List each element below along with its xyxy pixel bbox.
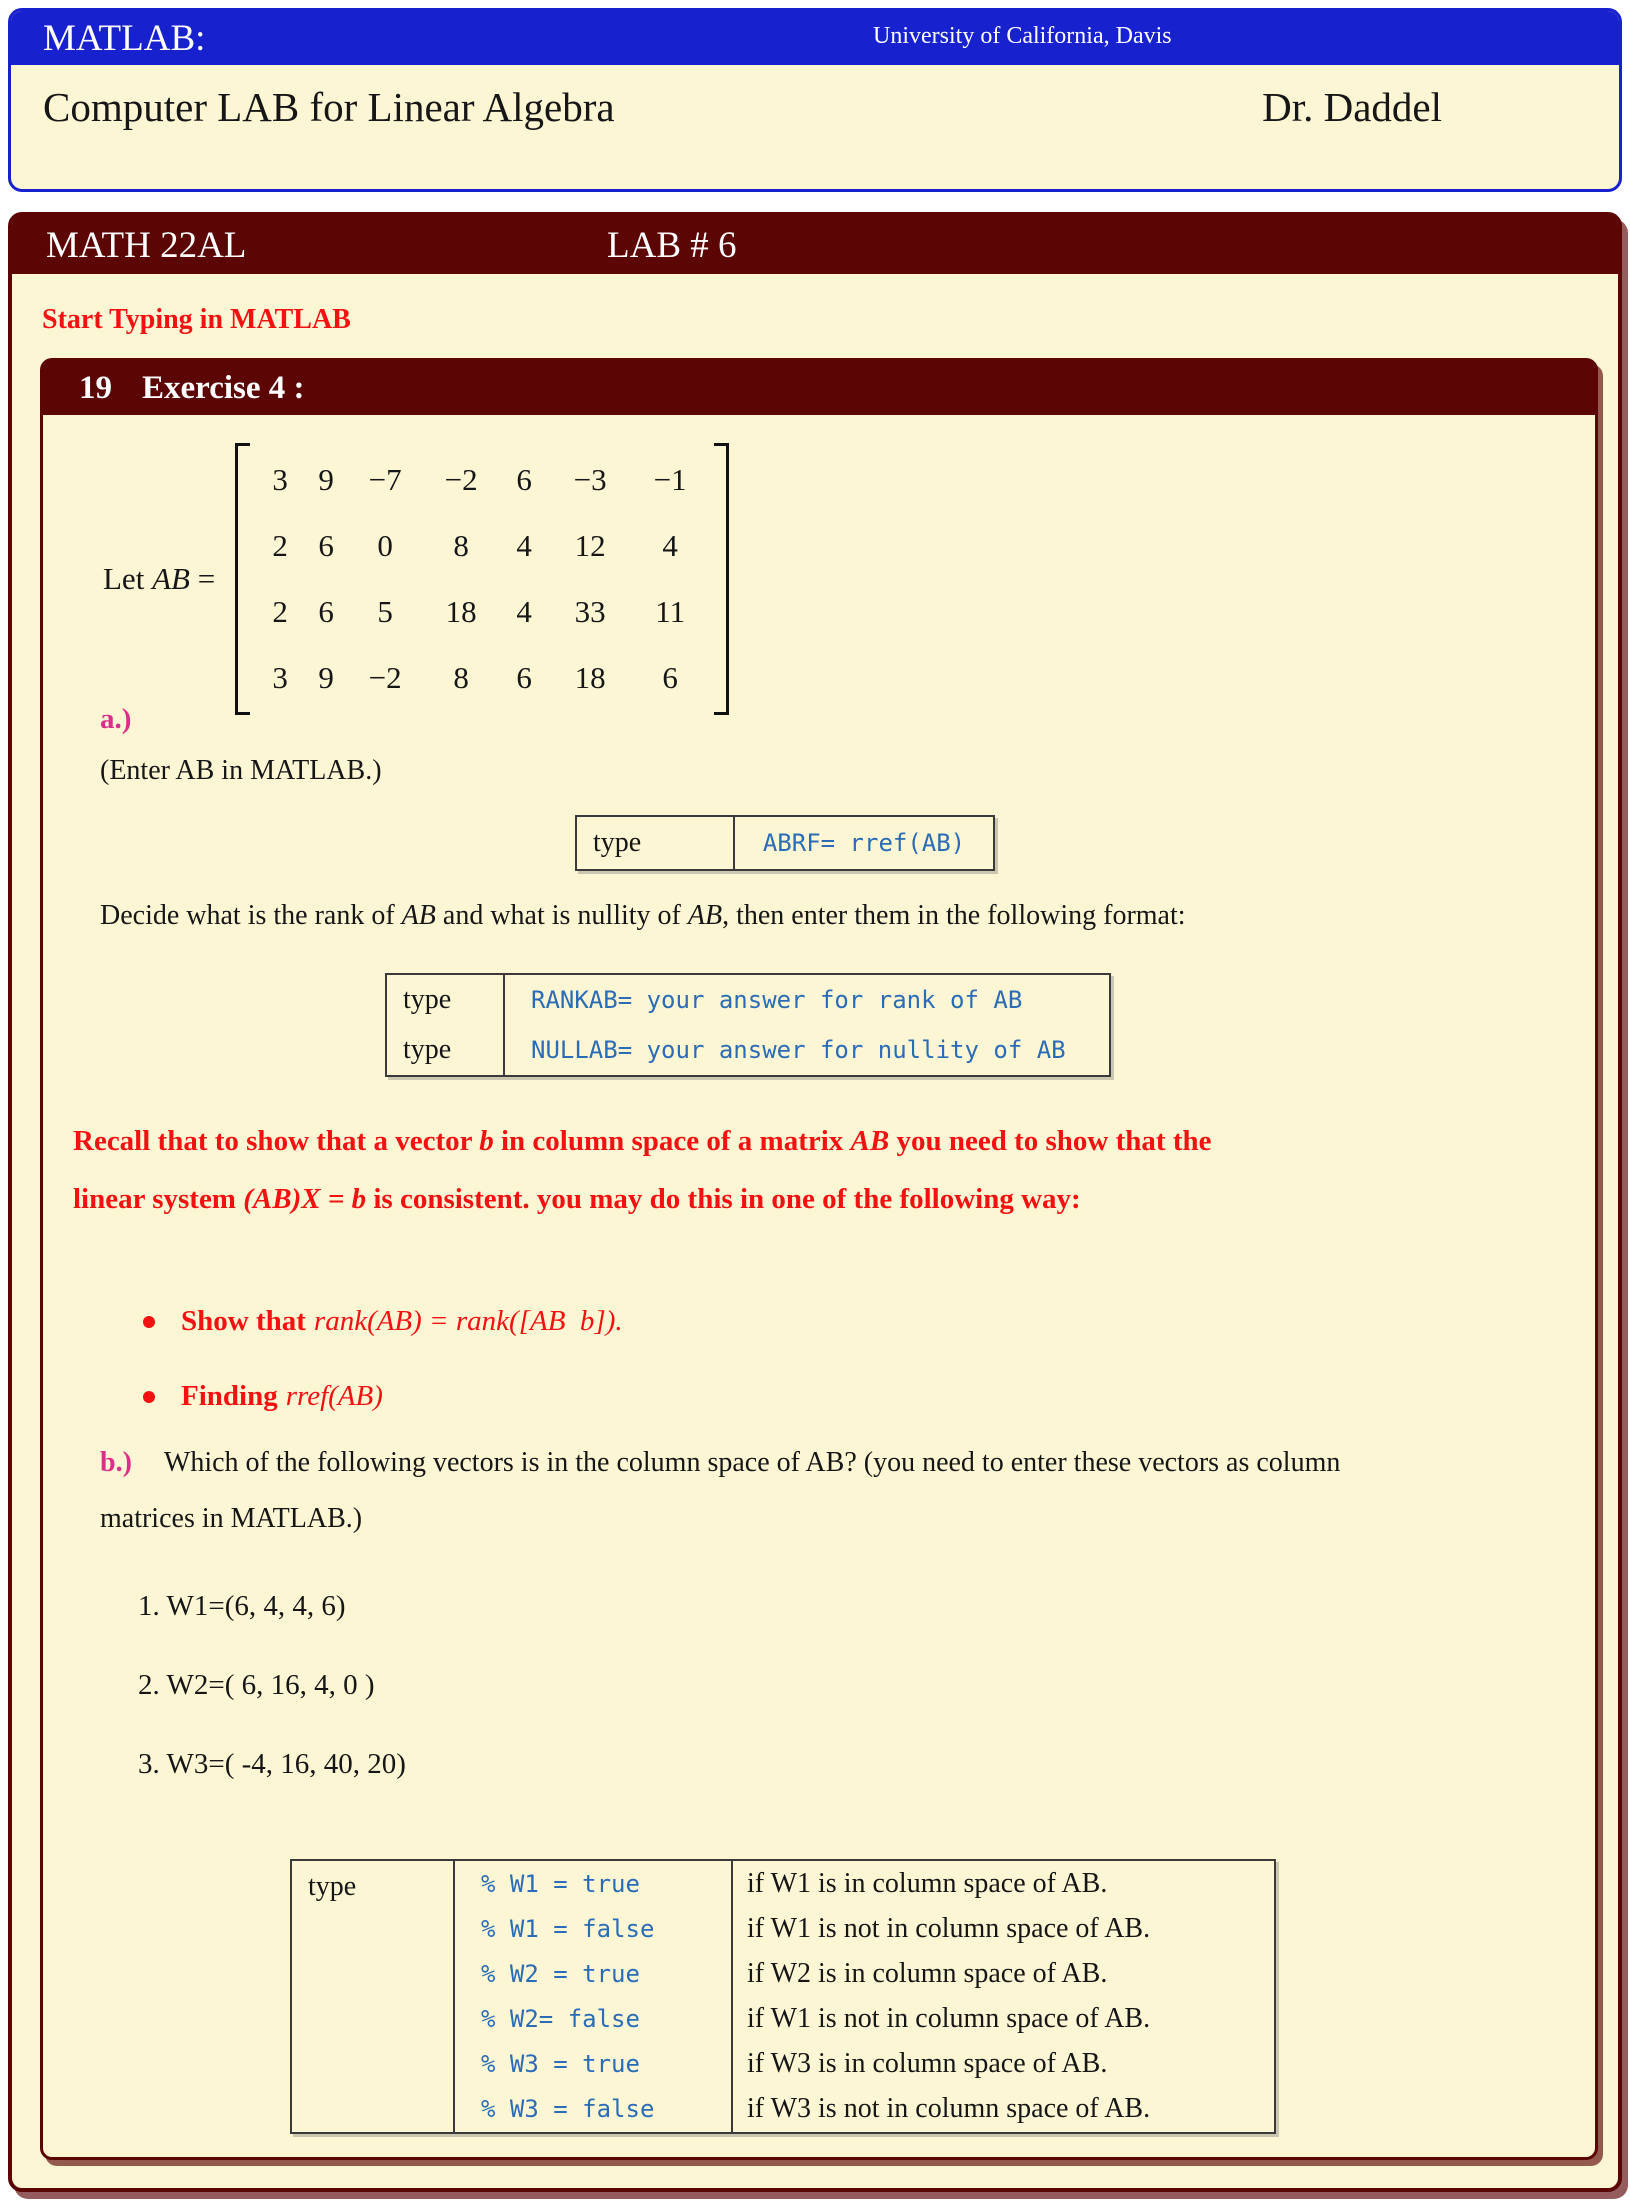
answer-desc: if W3 is in column space of AB. [747,2047,1108,2079]
type-cell: type [308,1871,357,1902]
recall-note [73,1112,1573,1228]
matrix-cell: 3 [272,462,288,497]
exercise-section-number: 19 [79,369,112,406]
command-table-rref [575,815,995,871]
answer-code: % W2 = true [481,1959,640,1988]
matrix-cell: 6 [318,528,334,563]
recall-line-2: linear system (AB)X = b is consistent. you may do this in one of the following way: [73,1183,1081,1215]
matrix-cell: −2 [368,660,402,695]
start-typing-note: Start Typing in MATLAB [42,304,351,335]
code-column [455,1861,733,2132]
exercise-content [43,415,1595,2157]
rank-nullity-table [385,973,1111,1077]
answer-desc: if W1 is in column space of AB. [747,1867,1108,1899]
bullet-dot-icon [143,1391,155,1403]
course-code: MATH 22AL [46,224,247,266]
exercise-header-bar [43,361,1595,415]
university-name: University of California, Davis [873,23,1172,49]
matrix-cell: 9 [318,660,334,695]
matrix-cell: 0 [377,528,393,563]
matrix-cell: 3 [272,660,288,695]
matrix-cell: 4 [516,594,532,629]
matrix-cell: −7 [368,462,402,497]
answer-code: % W3 = false [481,2095,655,2124]
matrix-right-bracket [714,443,729,715]
part-b-question: b.) Which of the following vectors is in the column space of AB? (you need to enter these vectors as column [100,1447,1341,1478]
instructor-name: Dr. Daddel [1262,84,1442,130]
matrix-cell: 8 [453,528,469,563]
matrix-cell: 8 [453,660,469,695]
matrix-grid [250,443,714,715]
matrix-cell: −1 [653,462,687,497]
matrix-cell: 18 [445,594,477,629]
recall-line-1: Recall that to show that a vector b in column space of a matrix AB you need to show that the [73,1125,1212,1157]
answer-code: % W2= false [481,2004,640,2033]
answer-code: % W3 = true [481,2049,640,2078]
lab-box [8,212,1622,2192]
matrix-cell: −2 [444,462,478,497]
part-b-question-cont: matrices in MATLAB.) [100,1503,363,1534]
matrix-cell: 9 [318,462,334,497]
description-column [733,1861,1274,2132]
matrix-cell: 4 [662,528,678,563]
title-box-body [11,65,1619,189]
answer-desc: if W3 is not in column space of AB. [747,2093,1151,2125]
exercise-section-title: Exercise 4 : [142,369,305,406]
matrix-cell: 6 [662,660,678,695]
type-cell: type [577,817,735,869]
matrix-definition [103,443,729,715]
rankab-command: RANKAB= your answer for rank of AB [531,986,1023,1014]
vector-w1: 1. W1=(6, 4, 4, 6) [138,1590,346,1622]
exercise-box [40,358,1598,2160]
title-box [8,8,1622,192]
matrix-cell: 18 [574,660,606,695]
type-column [292,1861,455,2132]
matrix-cell: 6 [318,594,334,629]
command-column [505,975,1109,1075]
matrix-cell: 33 [574,594,606,629]
answer-desc: if W1 is not in column space of AB. [747,2002,1151,2034]
answer-code: % W1 = false [481,1914,655,1943]
answer-table [290,1859,1276,2134]
matrix [235,443,729,715]
answer-code: % W1 = true [481,1869,640,1898]
bullet-dot-icon [143,1316,155,1328]
matrix-cell: 5 [377,594,393,629]
vector-w3: 3. W3=( -4, 16, 40, 20) [138,1748,406,1780]
nullab-command: NULLAB= your answer for nullity of AB [531,1036,1066,1064]
type-cell: type [403,984,452,1015]
matrix-cell: 11 [655,594,686,629]
matrix-intro: Let AB = [103,561,216,596]
matrix-cell: 2 [272,594,288,629]
decide-instruction: Decide what is the rank of AB and what is nullity of AB, then enter them in the following format: [100,900,1186,931]
matrix-cell: 12 [574,528,606,563]
app-title: MATLAB: [43,17,206,59]
bullet-rref-method: Finding rref(AB) [143,1380,383,1413]
document-title: Computer LAB for Linear Algebra [43,84,615,130]
matrix-left-bracket [235,443,250,715]
rref-command: ABRF= rref(AB) [762,829,966,857]
part-a-label: a.) [100,703,132,735]
part-b-label: b.) [100,1447,132,1478]
type-cell: type [403,1034,452,1065]
answer-desc: if W2 is in column space of AB. [747,1957,1108,1989]
bullet-rank-method: Show that rank(AB) = rank([AB b]). [143,1305,623,1338]
matrix-cell: 4 [516,528,532,563]
matrix-cell: 6 [516,462,532,497]
part-a-instruction: (Enter AB in MATLAB.) [100,755,382,786]
matrix-cell: 2 [272,528,288,563]
matrix-cell: 6 [516,660,532,695]
title-box-blue-bar [11,11,1619,65]
answer-desc: if W1 is not in column space of AB. [747,1912,1151,1944]
lab-header-bar [12,216,1618,274]
type-column [387,975,505,1075]
lab-number: LAB # 6 [607,224,737,266]
vector-w2: 2. W2=( 6, 16, 4, 0 ) [138,1669,375,1701]
matrix-cell: −3 [573,462,607,497]
